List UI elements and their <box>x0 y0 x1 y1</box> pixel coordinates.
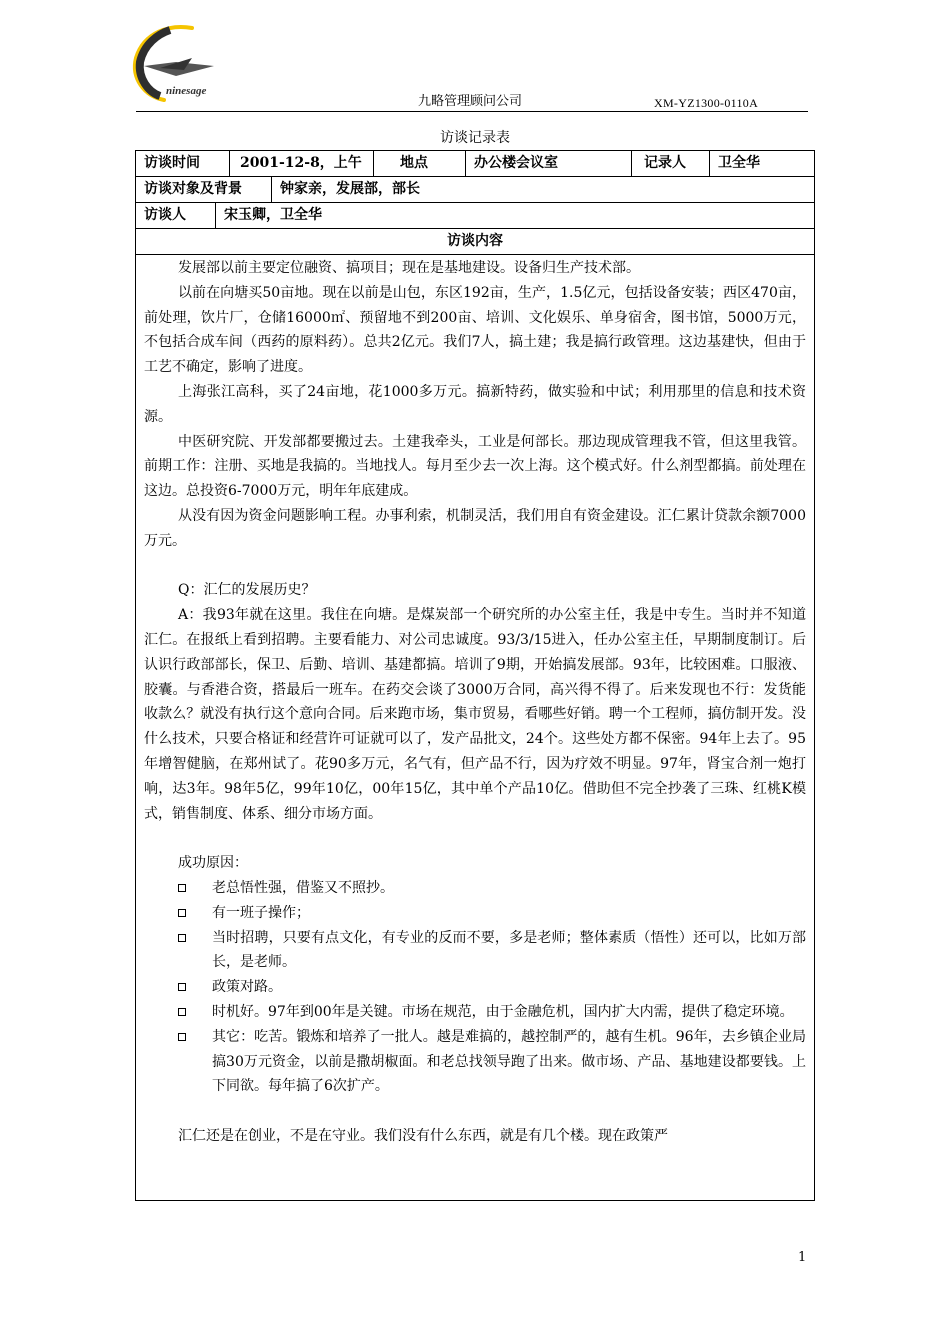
content-paragraph: 以前在向塘买50亩地。现在以前是山包，东区192亩，生产，1.5亿元，包括设备安装；西区470亩，前处理，饮片厂，仓储16000㎡、预留地不到200亩、培训、文化娱乐、单身宿舍，图书馆，5000万元，不包括合成车间（西药的原料药）。总共2亿元。我们7人，搞土建；我是搞行政管理。这边基建快，但由于工艺不确定，影响了进度。 <box>144 284 806 376</box>
reason-item <box>144 1000 806 1025</box>
checkbox-square-icon <box>178 909 186 917</box>
logo-text: ninesage <box>166 85 207 97</box>
company-name: 九略管理顾问公司 <box>418 94 523 109</box>
recorder-value: 卫全华 <box>718 155 760 171</box>
spacer <box>144 826 806 851</box>
reason-text: 政策对路。 <box>212 979 282 996</box>
place-value: 办公楼会议室 <box>466 151 632 176</box>
reason-item <box>144 876 806 901</box>
answer: A：我93年就在这里。我住在向塘。是煤炭部一个研究所的办公室主任，我是中专生。当时并不知道汇仁。在报纸上看到招聘。主要看能力、对公司忠诚度。93/3/15进入，任办公室主任，早期制度制订。后认识行政部部长，保卫、后勤、培训、基建都搞。培训了9期，开始搞发展部。93年，比较困难。口服液、胶囊。与香港合资，搭最后一班车。在药交会谈了3000万合同，高兴得不得了。后来发现也不行：发货能收款么？就没有执行这个意向合同。后来跑市场，集市贸易，看哪些好销。聘一个工程师，搞仿制开发。没什么技术，只要合格证和经营许可证就可以了，发产品批文，24个。这些处方都不保密。94年上去了。95年增智健脑，在郑州试了。花90多万元，名气有，但产品不行，因为疗效不明显。97年，肾宝合剂一炮打响，达3年。98年5亿，99年10亿，00年15亿，其中单个产品10亿。借助但不完全抄袭了三珠、红桃K模式，销售制度、体系、细分市场方面。 <box>144 607 806 822</box>
ninesage-logo <box>130 22 230 108</box>
success-title: 成功原因： <box>178 855 248 872</box>
checkbox-square-icon <box>178 1033 186 1041</box>
reason-text: 时机好。97年到00年是关键。市场在规范，由于金融危机，国内扩大内需，提供了稳定环境。 <box>212 1003 794 1020</box>
form-row-subject <box>136 177 814 203</box>
subject-value: 钟家亲，发展部，部长 <box>280 181 420 197</box>
form-title: 访谈记录表 <box>440 130 510 146</box>
checkbox-square-icon <box>178 1008 186 1016</box>
place-label: 地点 <box>374 151 466 176</box>
interviewer-label: 访谈人 <box>136 203 216 228</box>
reason-item <box>144 926 806 976</box>
interviewer-value: 宋玉卿，卫全华 <box>224 207 322 223</box>
content-paragraph: 从没有因为资金问题影响工程。办事利索，机制灵活，我们用自有资金建设。汇仁累计贷款余额7000万元。 <box>144 507 806 549</box>
time-value: 2001-12-8，上午 <box>230 151 374 176</box>
interview-form <box>135 150 815 1201</box>
page-number: 1 <box>798 1250 807 1265</box>
checkbox-square-icon <box>178 884 186 892</box>
time-label: 访谈时间 <box>136 151 230 176</box>
content-header: 访谈内容 <box>447 233 503 249</box>
reason-item <box>144 1025 806 1099</box>
spacer <box>144 554 806 579</box>
form-row-content-header <box>136 229 814 255</box>
checkbox-square-icon <box>178 934 186 942</box>
spacer <box>144 1099 806 1124</box>
content-paragraph: 发展部以前主要定位融资、搞项目；现在是基地建设。设备归生产技术部。 <box>178 260 640 276</box>
question: Q：汇仁的发展历史？ <box>178 582 316 599</box>
document-number: XM-YZ1300-0110A <box>654 96 759 110</box>
subject-label: 访谈对象及背景 <box>136 177 272 202</box>
header-rule <box>136 111 808 112</box>
form-row-time <box>136 151 814 177</box>
reason-item <box>144 901 806 926</box>
form-row-interviewer <box>136 203 814 229</box>
recorder-label: 记录人 <box>632 151 710 176</box>
content-paragraph: 汇仁还是在创业，不是在守业。我们没有什么东西，就是有几个楼。现在政策严 <box>178 1127 668 1144</box>
content-paragraph: 中医研究院、开发部都要搬过去。土建我牵头，工业是何部长。那边现成管理我不管，但这里我管。前期工作：注册、买地是我搞的。当地找人。每月至少去一次上海。这个模式好。什么剂型都搞。前处理在这边。总投资6-7000万元，明年年底建成。 <box>144 433 806 500</box>
reason-text: 有一班子操作； <box>212 904 310 921</box>
interview-content <box>136 255 814 1200</box>
reason-text: 当时招聘，只要有点文化，有专业的反而不要，多是老师；整体素质（悟性）还可以，比如万部长，是老师。 <box>212 929 806 971</box>
reason-item <box>144 975 806 1000</box>
reason-text: 老总悟性强，借鉴又不照抄。 <box>212 879 394 896</box>
checkbox-square-icon <box>178 983 186 991</box>
content-paragraph: 上海张江高科，买了24亩地，花1000多万元。搞新特药，做实验和中试；利用那里的信息和技术资源。 <box>144 383 806 425</box>
reason-text: 其它：吃苦。锻炼和培养了一批人。越是难搞的，越控制严的，越有生机。96年，去乡镇企业局搞30万元资金，以前是撒胡椒面。和老总找领导跑了出来。做市场、产品、基地建设都要钱。上下同欲。每年搞了6次扩产。 <box>212 1028 806 1095</box>
